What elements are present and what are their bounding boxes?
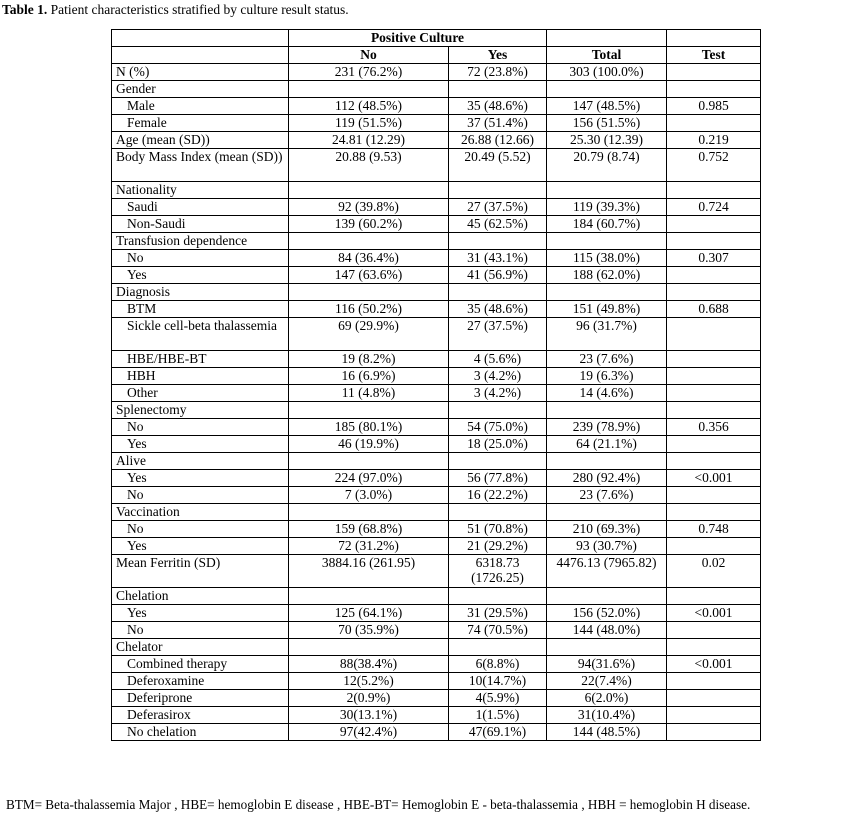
cell-test: [667, 385, 761, 402]
row-label: Combined therapy: [112, 656, 289, 673]
header-total: Total: [547, 47, 667, 64]
cell-total: 147 (48.5%): [547, 98, 667, 115]
table-row: [112, 436, 761, 453]
cell-total: 94(31.6%): [547, 656, 667, 673]
cell-no: 224 (97.0%): [289, 470, 449, 487]
cell-no: 11 (4.8%): [289, 385, 449, 402]
cell-total: 144 (48.0%): [547, 622, 667, 639]
cell-test: [667, 267, 761, 284]
cell-yes: 47(69.1%): [449, 724, 547, 741]
cell-test: 0.307: [667, 250, 761, 267]
cell-test: [667, 588, 761, 605]
cell-no: [289, 504, 449, 521]
cell-yes: [449, 639, 547, 656]
row-label: Body Mass Index (mean (SD)): [112, 149, 289, 182]
row-label: Saudi: [112, 199, 289, 216]
table-row: [112, 555, 761, 588]
cell-test: 0.688: [667, 301, 761, 318]
cell-no: 70 (35.9%): [289, 622, 449, 639]
row-label: Age (mean (SD)): [112, 132, 289, 149]
cell-test: 0.748: [667, 521, 761, 538]
cell-total: 14 (4.6%): [547, 385, 667, 402]
table-row: [112, 487, 761, 504]
row-label: Diagnosis: [112, 284, 289, 301]
cell-total: 23 (7.6%): [547, 351, 667, 368]
cell-test: [667, 233, 761, 250]
cell-yes: 27 (37.5%): [449, 199, 547, 216]
table-row: [112, 385, 761, 402]
cell-yes: 41 (56.9%): [449, 267, 547, 284]
table-row: [112, 470, 761, 487]
cell-total: [547, 639, 667, 656]
cell-test: [667, 724, 761, 741]
table-row: [112, 453, 761, 470]
cell-total: [547, 233, 667, 250]
header-empty-cell: [112, 47, 289, 64]
row-label: Yes: [112, 605, 289, 622]
cell-yes: 31 (43.1%): [449, 250, 547, 267]
cell-yes: 4 (5.6%): [449, 351, 547, 368]
row-label: N (%): [112, 64, 289, 81]
cell-no: 69 (29.9%): [289, 318, 449, 351]
cell-yes: 10(14.7%): [449, 673, 547, 690]
row-label: Non-Saudi: [112, 216, 289, 233]
cell-yes: 4(5.9%): [449, 690, 547, 707]
cell-yes: 54 (75.0%): [449, 419, 547, 436]
cell-total: 144 (48.5%): [547, 724, 667, 741]
row-label: Alive: [112, 453, 289, 470]
cell-no: 46 (19.9%): [289, 436, 449, 453]
cell-yes: 20.49 (5.52): [449, 149, 547, 182]
table-row: [112, 402, 761, 419]
cell-yes: 51 (70.8%): [449, 521, 547, 538]
cell-no: 112 (48.5%): [289, 98, 449, 115]
table-row: [112, 182, 761, 199]
cell-yes: 27 (37.5%): [449, 318, 547, 351]
row-label: No: [112, 521, 289, 538]
cell-test: [667, 115, 761, 132]
cell-yes: 37 (51.4%): [449, 115, 547, 132]
row-label: No: [112, 419, 289, 436]
cell-test: [667, 622, 761, 639]
table-row: [112, 216, 761, 233]
cell-no: 116 (50.2%): [289, 301, 449, 318]
row-label: BTM: [112, 301, 289, 318]
table-row: [112, 639, 761, 656]
row-label: Chelator: [112, 639, 289, 656]
row-label: Yes: [112, 538, 289, 555]
cell-no: 30(13.1%): [289, 707, 449, 724]
cell-total: 4476.13 (7965.82): [547, 555, 667, 588]
cell-test: [667, 81, 761, 98]
cell-test: 0.752: [667, 149, 761, 182]
row-label: Other: [112, 385, 289, 402]
table-row: [112, 199, 761, 216]
cell-test: [667, 690, 761, 707]
cell-no: [289, 81, 449, 98]
cell-no: 72 (31.2%): [289, 538, 449, 555]
cell-total: [547, 504, 667, 521]
cell-total: 280 (92.4%): [547, 470, 667, 487]
cell-test: [667, 487, 761, 504]
cell-test: [667, 453, 761, 470]
cell-total: [547, 81, 667, 98]
cell-total: 303 (100.0%): [547, 64, 667, 81]
cell-test: 0.356: [667, 419, 761, 436]
cell-no: [289, 182, 449, 199]
cell-yes: 72 (23.8%): [449, 64, 547, 81]
cell-yes: 6(8.8%): [449, 656, 547, 673]
header-yes: Yes: [449, 47, 547, 64]
table-row: [112, 98, 761, 115]
table-row: [112, 605, 761, 622]
cell-yes: 3 (4.2%): [449, 368, 547, 385]
table-footnote: BTM= Beta-thalassemia Major , HBE= hemoglobin E disease , HBE-BT= Hemoglobin E - beta-thalassemia , HBH = hemoglobin H disease.: [6, 797, 751, 812]
cell-total: 25.30 (12.39): [547, 132, 667, 149]
cell-yes: 16 (22.2%): [449, 487, 547, 504]
cell-yes: 18 (25.0%): [449, 436, 547, 453]
cell-total: 23 (7.6%): [547, 487, 667, 504]
table-row: [112, 588, 761, 605]
row-label: No chelation: [112, 724, 289, 741]
cell-no: 7 (3.0%): [289, 487, 449, 504]
cell-no: 119 (51.5%): [289, 115, 449, 132]
cell-test: [667, 402, 761, 419]
table-row: [112, 368, 761, 385]
cell-yes: [449, 182, 547, 199]
cell-test: [667, 284, 761, 301]
cell-no: [289, 284, 449, 301]
table-row: [112, 284, 761, 301]
cell-test: <0.001: [667, 605, 761, 622]
cell-no: 147 (63.6%): [289, 267, 449, 284]
header-row-group: [112, 30, 761, 47]
table-row: [112, 351, 761, 368]
cell-test: [667, 673, 761, 690]
table-row: [112, 301, 761, 318]
cell-test: [667, 368, 761, 385]
cell-yes: 3 (4.2%): [449, 385, 547, 402]
cell-yes: [449, 588, 547, 605]
cell-test: [667, 351, 761, 368]
row-label: Yes: [112, 267, 289, 284]
cell-total: 20.79 (8.74): [547, 149, 667, 182]
cell-yes: 1(1.5%): [449, 707, 547, 724]
cell-no: 20.88 (9.53): [289, 149, 449, 182]
cell-total: 151 (49.8%): [547, 301, 667, 318]
header-positive-culture: Positive Culture: [289, 30, 547, 47]
header-empty-cell: [667, 30, 761, 47]
cell-yes: [449, 233, 547, 250]
cell-no: 19 (8.2%): [289, 351, 449, 368]
row-label: Vaccination: [112, 504, 289, 521]
cell-total: [547, 182, 667, 199]
cell-no: 97(42.4%): [289, 724, 449, 741]
row-label: Female: [112, 115, 289, 132]
cell-no: 231 (76.2%): [289, 64, 449, 81]
row-label: HBH: [112, 368, 289, 385]
cell-no: 185 (80.1%): [289, 419, 449, 436]
cell-no: 159 (68.8%): [289, 521, 449, 538]
cell-total: [547, 402, 667, 419]
table-row: [112, 81, 761, 98]
cell-test: 0.02: [667, 555, 761, 588]
table-row: [112, 504, 761, 521]
cell-total: 93 (30.7%): [547, 538, 667, 555]
row-label: Mean Ferritin (SD): [112, 555, 289, 588]
cell-total: [547, 588, 667, 605]
table-row: [112, 267, 761, 284]
row-label: Splenectomy: [112, 402, 289, 419]
cell-test: [667, 504, 761, 521]
row-label: HBE/HBE-BT: [112, 351, 289, 368]
row-label: No: [112, 250, 289, 267]
cell-yes: 26.88 (12.66): [449, 132, 547, 149]
table-row: [112, 707, 761, 724]
cell-yes: 21 (29.2%): [449, 538, 547, 555]
cell-test: [667, 538, 761, 555]
cell-test: [667, 64, 761, 81]
header-row-columns: [112, 47, 761, 64]
row-label: Sickle cell-beta thalassemia: [112, 318, 289, 351]
caption-text: Patient characteristics stratified by culture result status.: [50, 2, 349, 17]
row-label: No: [112, 487, 289, 504]
table-row: [112, 673, 761, 690]
cell-no: 88(38.4%): [289, 656, 449, 673]
header-empty-cell: [547, 30, 667, 47]
table-caption: [2, 2, 349, 18]
row-label: Male: [112, 98, 289, 115]
cell-yes: [449, 402, 547, 419]
table-row: [112, 250, 761, 267]
row-label: Yes: [112, 436, 289, 453]
patient-characteristics-table: [111, 29, 761, 741]
cell-total: [547, 453, 667, 470]
cell-test: [667, 639, 761, 656]
row-label: Transfusion dependence: [112, 233, 289, 250]
cell-no: [289, 402, 449, 419]
cell-yes: 35 (48.6%): [449, 98, 547, 115]
cell-total: 156 (52.0%): [547, 605, 667, 622]
cell-test: [667, 436, 761, 453]
caption-label: Table 1.: [2, 2, 48, 17]
cell-total: 31(10.4%): [547, 707, 667, 724]
cell-no: 2(0.9%): [289, 690, 449, 707]
cell-yes: 45 (62.5%): [449, 216, 547, 233]
cell-yes: 31 (29.5%): [449, 605, 547, 622]
cell-total: 96 (31.7%): [547, 318, 667, 351]
table-row: [112, 656, 761, 673]
cell-test: [667, 216, 761, 233]
row-label: Gender: [112, 81, 289, 98]
header-no: No: [289, 47, 449, 64]
cell-total: 119 (39.3%): [547, 199, 667, 216]
row-label: Yes: [112, 470, 289, 487]
table-row: [112, 64, 761, 81]
cell-yes: [449, 284, 547, 301]
cell-total: 19 (6.3%): [547, 368, 667, 385]
cell-total: 188 (62.0%): [547, 267, 667, 284]
table-row: [112, 318, 761, 351]
table-row: [112, 690, 761, 707]
cell-test: <0.001: [667, 470, 761, 487]
cell-total: 22(7.4%): [547, 673, 667, 690]
cell-no: [289, 639, 449, 656]
cell-yes: [449, 81, 547, 98]
cell-total: 210 (69.3%): [547, 521, 667, 538]
table-row: [112, 419, 761, 436]
row-label: Deferasirox: [112, 707, 289, 724]
cell-no: 3884.16 (261.95): [289, 555, 449, 588]
row-label: No: [112, 622, 289, 639]
table-row: [112, 622, 761, 639]
table-row: [112, 132, 761, 149]
table-row: [112, 115, 761, 132]
header-test: Test: [667, 47, 761, 64]
cell-total: 184 (60.7%): [547, 216, 667, 233]
cell-test: [667, 318, 761, 351]
table-row: [112, 724, 761, 741]
cell-no: [289, 453, 449, 470]
header-empty-cell: [112, 30, 289, 47]
cell-yes: [449, 504, 547, 521]
row-label: Deferiprone: [112, 690, 289, 707]
cell-yes: 56 (77.8%): [449, 470, 547, 487]
table-row: [112, 149, 761, 182]
cell-total: 6(2.0%): [547, 690, 667, 707]
cell-yes: 74 (70.5%): [449, 622, 547, 639]
cell-test: <0.001: [667, 656, 761, 673]
cell-test: 0.724: [667, 199, 761, 216]
cell-total: 115 (38.0%): [547, 250, 667, 267]
cell-test: [667, 182, 761, 199]
cell-no: [289, 233, 449, 250]
cell-no: 125 (64.1%): [289, 605, 449, 622]
cell-test: 0.985: [667, 98, 761, 115]
cell-test: 0.219: [667, 132, 761, 149]
cell-total: 239 (78.9%): [547, 419, 667, 436]
cell-no: [289, 588, 449, 605]
cell-total: [547, 284, 667, 301]
cell-no: 84 (36.4%): [289, 250, 449, 267]
table-row: [112, 521, 761, 538]
cell-no: 24.81 (12.29): [289, 132, 449, 149]
cell-yes: 35 (48.6%): [449, 301, 547, 318]
cell-total: 64 (21.1%): [547, 436, 667, 453]
table-row: [112, 233, 761, 250]
cell-no: 92 (39.8%): [289, 199, 449, 216]
row-label: Deferoxamine: [112, 673, 289, 690]
row-label: Chelation: [112, 588, 289, 605]
row-label: Nationality: [112, 182, 289, 199]
cell-yes: [449, 453, 547, 470]
cell-yes: 6318.73 (1726.25): [449, 555, 547, 588]
cell-no: 16 (6.9%): [289, 368, 449, 385]
cell-no: 139 (60.2%): [289, 216, 449, 233]
table-row: [112, 538, 761, 555]
cell-total: 156 (51.5%): [547, 115, 667, 132]
cell-test: [667, 707, 761, 724]
cell-no: 12(5.2%): [289, 673, 449, 690]
